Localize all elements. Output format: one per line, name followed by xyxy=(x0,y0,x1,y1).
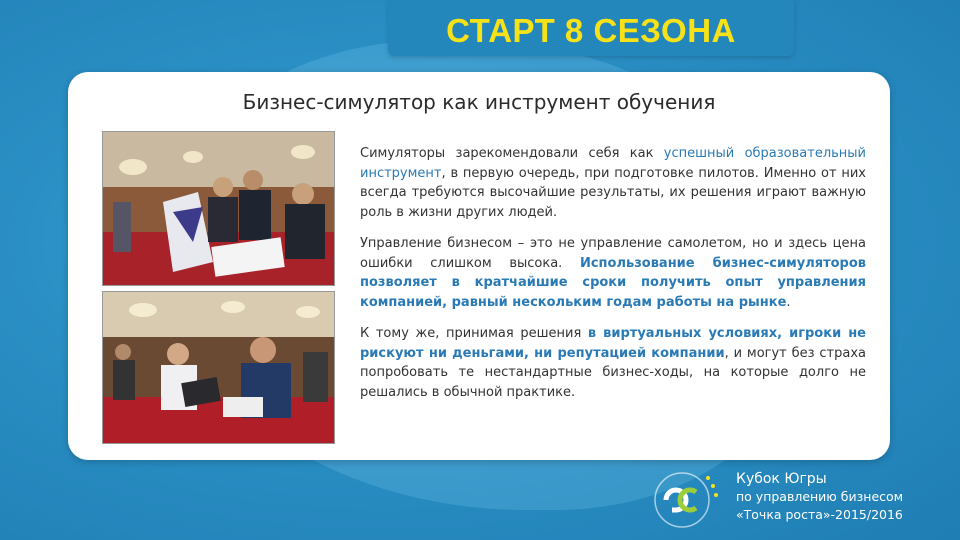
text-span: , и могут без страха попробовать те нестандартные бизнес-ходы, на которые долго не решались в обычной практике. xyxy=(360,345,866,400)
content-card xyxy=(68,72,890,460)
text-span: Управление бизнесом – это не управление самолетом, но и здесь цена ошибки слишком высока. xyxy=(360,236,866,271)
event-logo xyxy=(646,462,946,536)
title-banner xyxy=(388,0,794,56)
text-span: Симуляторы зарекомендовали себя как xyxy=(360,146,664,161)
logo-line-2: по управлению бизнесом xyxy=(736,489,904,504)
event-name xyxy=(736,470,903,524)
highlight-span: в виртуальных условиях, игроки не рискуют ни деньгами, ни репутацией компании xyxy=(360,326,866,361)
highlight-span: успешный образовательный инструмент xyxy=(360,146,867,181)
text-span: , в первую очередь, при подготовке пилотов. Именно от них всегда требуются высочайшие результаты, их решения играют важную роль в жизни других людей. xyxy=(360,165,866,220)
slide-title: СТАРТ 8 СЕЗОНА xyxy=(446,12,736,49)
paragraph-2 xyxy=(360,234,866,312)
paragraph-1 xyxy=(360,144,866,222)
card-heading: Бизнес-симулятор как инструмент обучения xyxy=(242,90,716,114)
photo-simulation-session-2 xyxy=(102,291,335,444)
logo-line-1: Кубок Югры xyxy=(736,471,827,487)
highlight-span: Использование бизнес-симуляторов позволяет в кратчайшие сроки получить опыт управления компанией, равный нескольким годам работы на рынке xyxy=(360,255,866,310)
photo-simulation-session-1 xyxy=(102,131,335,286)
article-text xyxy=(360,144,866,414)
paragraph-3 xyxy=(360,324,866,402)
text-span: . xyxy=(786,294,791,310)
gc-logo-icon xyxy=(646,466,728,532)
text-span: К тому же, принимая решения xyxy=(360,326,588,341)
logo-line-3: «Точка роста»-2015/2016 xyxy=(736,507,903,522)
